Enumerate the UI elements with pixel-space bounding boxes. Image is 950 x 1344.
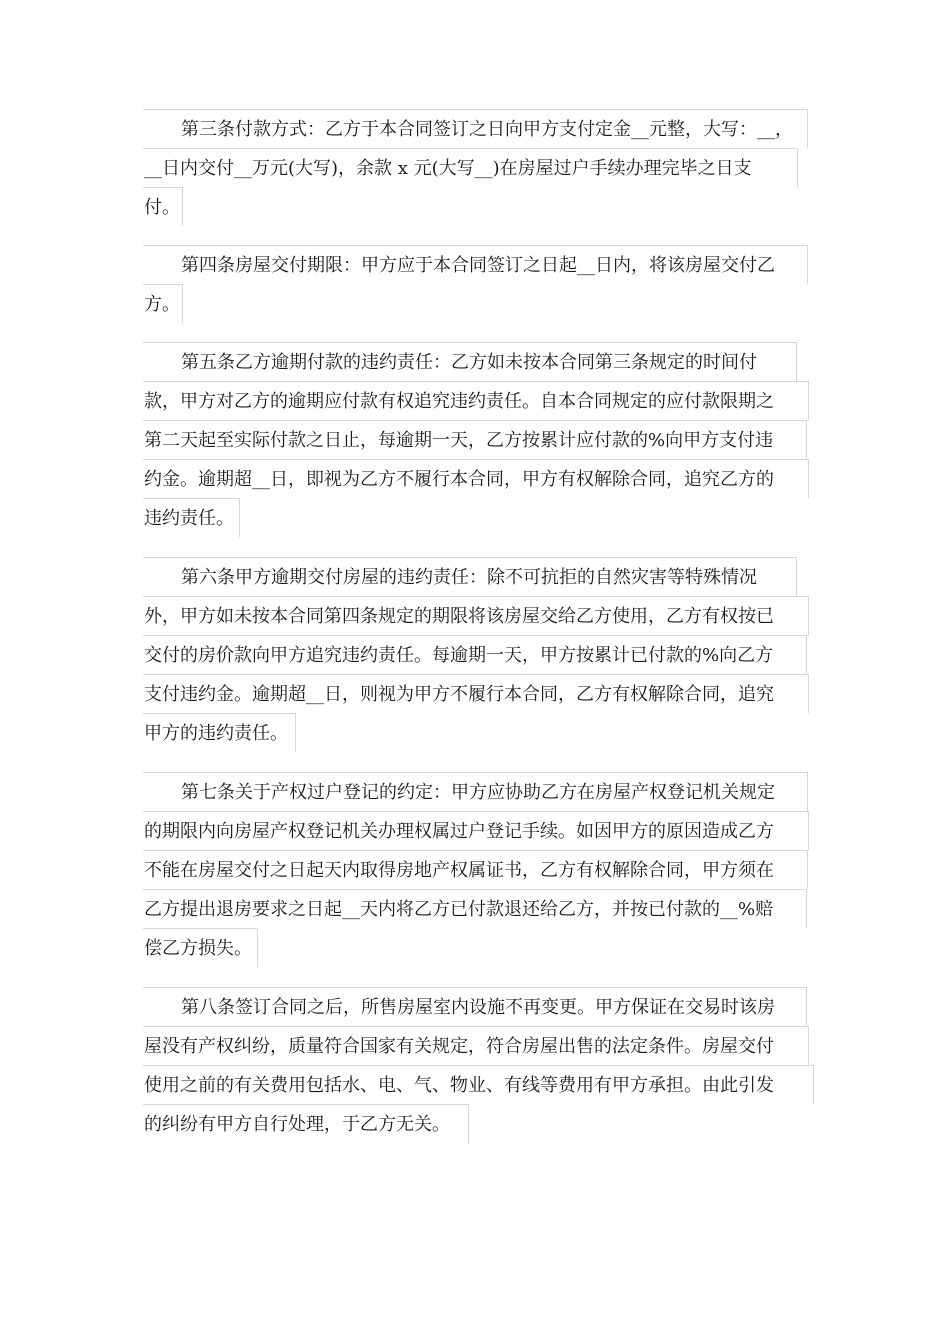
text-line: 使用之前的有关费用包括水、电、气、物业、有线等费用有甲方承担。由此引发 [143,1065,814,1104]
text-line: 外，甲方如未按本合同第四条规定的期限将该房屋交给乙方使用，乙方有权按已 [143,596,809,635]
text-line: 第七条关于产权过户登记的约定：甲方应协助乙方在房屋产权登记机关规定 [143,772,808,811]
clause-6-paragraph [143,557,809,752]
clause-8-paragraph [143,987,814,1143]
text-line: 第四条房屋交付期限：甲方应于本合同签订之日起__日内，将该房屋交付乙 [143,245,808,284]
text-line: 付。 [143,187,183,226]
clause-7-paragraph [143,772,809,967]
text-line: 交付的房价款向甲方追究违约责任。每逾期一天，甲方按累计已付款的%向乙方 [143,635,807,674]
text-line: __日内交付__万元(大写)，余款 x 元(大写__)在房屋过户手续办理完毕之日支 [143,148,798,187]
text-line: 第八条签订合同之后，所售房屋室内设施不再变更。甲方保证在交易时该房 [143,987,807,1026]
text-line: 支付违约金。逾期超__日，则视为甲方不履行本合同，乙方有权解除合同，追究 [143,674,809,713]
text-line: 屋没有产权纠纷，质量符合国家有关规定，符合房屋出售的法定条件。房屋交付 [143,1026,809,1065]
text-line: 的期限内向房屋产权登记机关办理权属过户登记手续。如因甲方的原因造成乙方 [143,811,809,850]
text-line: 第三条付款方式：乙方于本合同签订之日向甲方支付定金__元整，大写：__， [143,109,808,148]
text-line: 第五条乙方逾期付款的违约责任：乙方如未按本合同第三条规定的时间付 [143,342,797,381]
text-line: 违约责任。 [143,498,240,537]
text-line: 甲方的违约责任。 [143,713,296,752]
text-line: 乙方提出退房要求之日起__天内将乙方已付款退还给乙方，并按已付款的__%赔 [143,889,807,928]
clause-4-paragraph [143,245,808,323]
text-line: 方。 [143,284,183,323]
text-line: 的纠纷有甲方自行处理，于乙方无关。 [143,1104,469,1143]
text-line: 第二天起至实际付款之日止，每逾期一天，乙方按累计应付款的%向甲方支付违 [143,420,807,459]
text-line: 偿乙方损失。 [143,928,258,967]
text-line: 不能在房屋交付之日起天内取得房地产权属证书，乙方有权解除合同，甲方须在 [143,850,808,889]
text-line: 约金。逾期超__日，即视为乙方不履行本合同，甲方有权解除合同，追究乙方的 [143,459,809,498]
clause-3-paragraph [143,109,808,226]
text-line: 第六条甲方逾期交付房屋的违约责任：除不可抗拒的自然灾害等特殊情况 [143,557,797,596]
text-line: 款，甲方对乙方的逾期应付款有权追究违约责任。自本合同规定的应付款限期之 [143,381,809,420]
clause-5-paragraph [143,342,809,537]
